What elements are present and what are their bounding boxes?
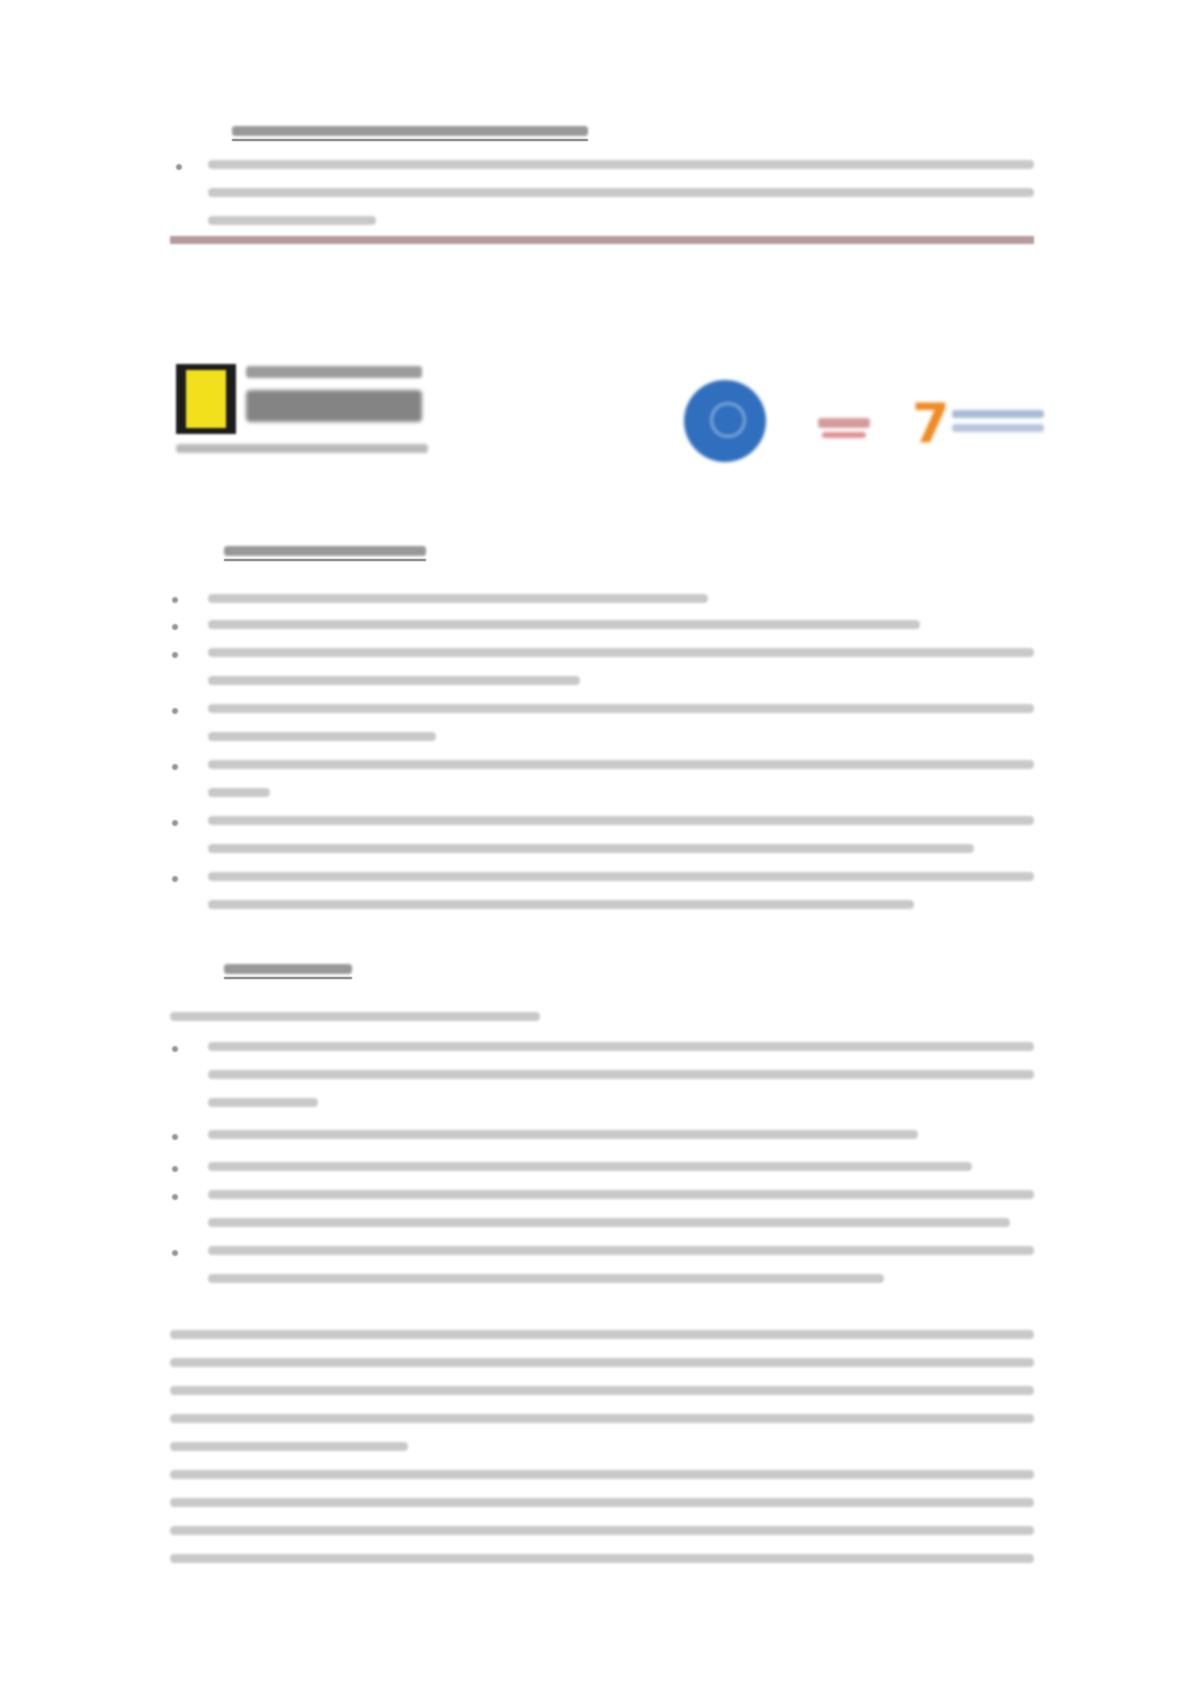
text-line [170, 1386, 1034, 1395]
heading-text [232, 126, 588, 136]
text-line [208, 676, 580, 685]
seal-logo [684, 380, 766, 462]
text-line [208, 1098, 318, 1107]
bullet-marker [172, 1194, 178, 1200]
bullet-marker [172, 652, 178, 658]
list-item [208, 1130, 918, 1139]
bullet-marker [172, 820, 178, 826]
bullet-marker [176, 164, 182, 170]
list-item [208, 1162, 972, 1171]
bullet-marker [172, 1046, 178, 1052]
text-line [208, 1070, 1034, 1079]
paragraph-text [170, 1330, 1034, 1339]
heading-text [224, 546, 426, 556]
text-line [170, 1358, 1034, 1367]
bullet-marker [172, 1166, 178, 1172]
text-line [170, 1498, 1034, 1507]
bullet-marker [172, 764, 178, 770]
list-item [208, 704, 1034, 713]
text-line [208, 188, 1034, 197]
text-line [170, 1414, 1034, 1423]
list-item [208, 872, 1034, 881]
text-line [208, 1274, 884, 1283]
list-item [208, 594, 708, 603]
list-item [208, 1190, 1034, 1199]
section-heading-methodology [204, 964, 364, 976]
partner-logo-red [812, 410, 876, 444]
shield-icon [176, 364, 236, 434]
intro-text [170, 1012, 540, 1021]
bullet-marker [172, 708, 178, 714]
top-bullet-text [208, 160, 1034, 169]
brand-label [806, 356, 886, 384]
heading-text [224, 964, 352, 974]
university-logo [176, 360, 428, 460]
list-item [208, 760, 1034, 769]
section-heading-top [212, 126, 592, 138]
bullet-marker [172, 876, 178, 882]
page-divider [170, 236, 1034, 244]
text-line [208, 900, 914, 909]
bullet-marker [172, 1250, 178, 1256]
text-line [208, 732, 436, 741]
list-item [208, 620, 920, 629]
text-line [208, 788, 270, 797]
text-line [170, 1554, 1034, 1563]
text-line [208, 844, 974, 853]
list-item [208, 1246, 1034, 1255]
list-item [208, 648, 1034, 657]
list-item [208, 1042, 1034, 1051]
section-heading-objectives [204, 546, 444, 558]
bullet-marker [172, 1134, 178, 1140]
paragraph-text [170, 1470, 1034, 1479]
text-line [208, 216, 376, 225]
bullet-marker [172, 624, 178, 630]
partner-logo-orange: 7 [912, 396, 1052, 452]
list-item [208, 816, 1034, 825]
bullet-marker [172, 597, 178, 603]
text-line [208, 1218, 1010, 1227]
text-line [170, 1526, 1034, 1535]
text-line [170, 1442, 408, 1451]
